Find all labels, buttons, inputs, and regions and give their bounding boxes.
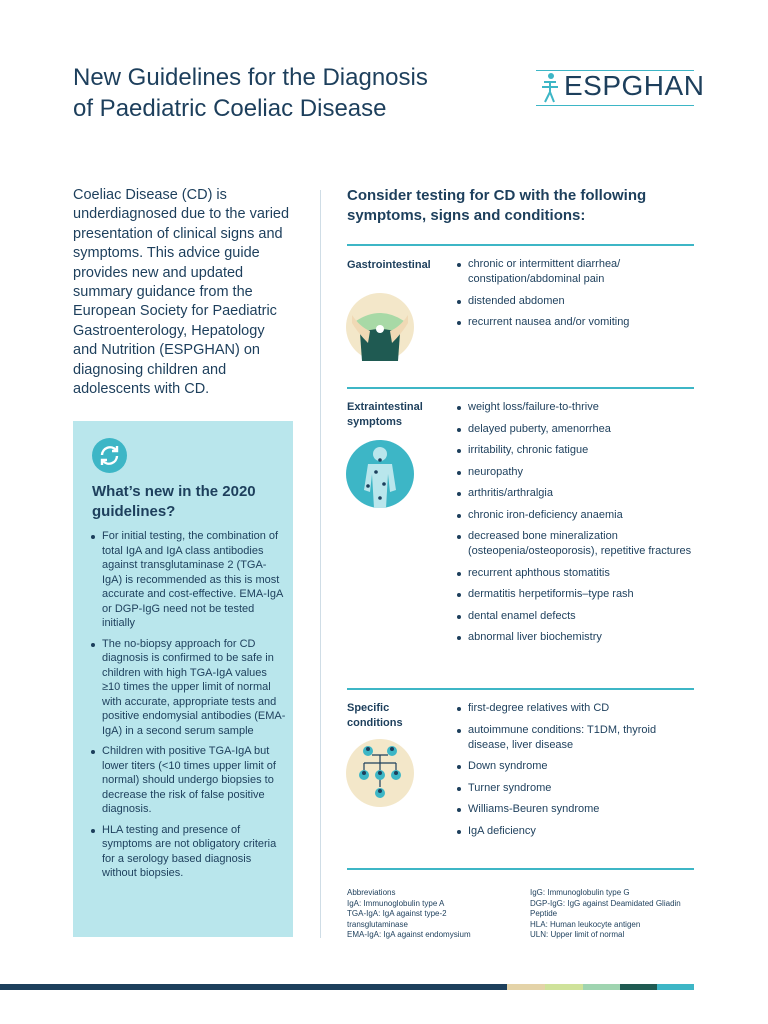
section-label-specific-conditions: Specific conditions	[347, 702, 403, 729]
condition-item: first-degree relatives with CD	[456, 701, 696, 716]
footer-bar-navy	[0, 984, 507, 990]
title-line-2: of Paediatric Coeliac Disease	[73, 95, 387, 122]
condition-item: Turner syndrome	[456, 781, 696, 796]
title-line-1: New Guidelines for the Diagnosis	[73, 64, 428, 91]
section-label-extraintestinal: Extraintestinal symptoms	[347, 401, 423, 428]
condition-item: Down syndrome	[456, 759, 696, 774]
symptom-item: delayed puberty, amenorrhea	[456, 422, 696, 437]
abbreviations-left	[347, 888, 517, 941]
whats-new-panel	[73, 421, 293, 937]
whats-new-item: For initial testing, the combination of total IgA and IgA class antibodies against transglutaminase 2 (TGA-IgA) is recommended as this is most accurate and cost-effective. EMA-IgA or DGP-IgG need not be tested initially	[90, 529, 286, 631]
abbreviations-title: Abbreviations	[347, 888, 396, 897]
whats-new-item: The no-biopsy approach for CD diagnosis is confirmed to be safe in children with high TGA-IgA values ≥10 times the upper limit of normal with accurate, appropriate tests and positive endomysial antibodies (EMA-IgA) in a second serum sample	[90, 637, 286, 739]
symptom-item: chronic iron-deficiency anaemia	[456, 508, 696, 523]
logo-rule-bottom	[536, 105, 694, 106]
abbreviations-right	[530, 888, 695, 941]
extraintestinal-list	[456, 400, 696, 652]
footer-bar-green	[620, 984, 657, 990]
refresh-icon	[92, 438, 127, 473]
gastrointestinal-list	[456, 257, 696, 337]
symptom-item: recurrent nausea and/or vomiting	[456, 315, 696, 330]
specific-conditions-list	[456, 701, 696, 845]
abbreviation-entry: EMA-IgA: IgA against endomysium	[347, 930, 471, 939]
symptom-item: arthritis/arthralgia	[456, 486, 696, 501]
symptom-item: recurrent aphthous stomatitis	[456, 566, 696, 581]
whats-new-heading: What’s new in the 2020 guidelines?	[92, 483, 256, 520]
abdomen-illustration-icon	[346, 293, 414, 361]
section-rule	[347, 868, 694, 870]
symptom-item: dental enamel defects	[456, 609, 696, 624]
abbreviation-entry: HLA: Human leukocyte antigen	[530, 919, 641, 929]
abbreviation-entry: ULN: Upper limit of normal	[530, 930, 625, 939]
column-divider	[320, 190, 321, 938]
section-rule	[347, 387, 694, 389]
abbreviation-entry: IgG: Immunoglobulin type G	[530, 888, 630, 897]
figure-icon	[540, 72, 560, 104]
symptom-item: neuropathy	[456, 465, 696, 480]
footer-bar-teal	[657, 984, 694, 990]
footer-bar-sand	[507, 984, 545, 990]
symptom-item: dermatitis herpetiformis–type rash	[456, 587, 696, 602]
consider-heading: Consider testing for CD with the following symptoms, signs and conditions:	[347, 187, 647, 224]
symptom-item: weight loss/failure-to-thrive	[456, 400, 696, 415]
symptom-item: decreased bone mineralization (osteopenia/osteoporosis), repetitive fractures	[456, 529, 696, 559]
abbreviation-entry: DGP-IgG: IgG against Deamidated Gliadin Peptide	[530, 898, 681, 918]
symptom-item: chronic or intermittent diarrhea/ constipation/abdominal pain	[456, 257, 696, 287]
page-title	[73, 62, 493, 124]
section-rule	[347, 688, 694, 690]
symptom-item: distended abdomen	[456, 294, 696, 309]
abbreviation-entry: IgA: Immunoglobulin type A	[347, 898, 445, 908]
logo-text: ESPGHAN	[564, 70, 705, 101]
intro-paragraph: Coeliac Disease (CD) is underdiagnosed due to the varied presentation of clinical signs and symptoms. This advice guide provides new and updated summary guidance from the European Society for Paediatric Gastroenterology, Hepatology and Nutrition (ESPGHAN) on diagnosing children and adolescents with CD.	[73, 187, 290, 398]
espghan-logo	[536, 68, 705, 108]
section-label-gastrointestinal: Gastrointestinal	[347, 259, 431, 271]
abbreviation-entry: TGA-IgA: IgA against type-2 transglutaminase	[347, 909, 447, 929]
body-illustration-icon	[346, 440, 414, 508]
symptom-item: irritability, chronic fatigue	[456, 443, 696, 458]
symptom-item: abnormal liver biochemistry	[456, 630, 696, 645]
section-rule	[347, 244, 694, 246]
whats-new-item: Children with positive TGA-IgA but lower titers (<10 times upper limit of normal) should undergo biopsies to decrease the risk of false positive diagnosis.	[90, 744, 286, 817]
condition-item: autoimmune conditions: T1DM, thyroid disease, liver disease	[456, 723, 696, 753]
family-tree-illustration-icon	[346, 739, 414, 807]
whats-new-list	[90, 529, 286, 887]
whats-new-item: HLA testing and presence of symptoms are not obligatory criteria for a serology based diagnosis without biopsies.	[90, 823, 286, 881]
footer-bar-lime	[545, 984, 583, 990]
condition-item: IgA deficiency	[456, 824, 696, 839]
footer-bar-mint	[583, 984, 620, 990]
condition-item: Williams-Beuren syndrome	[456, 802, 696, 817]
